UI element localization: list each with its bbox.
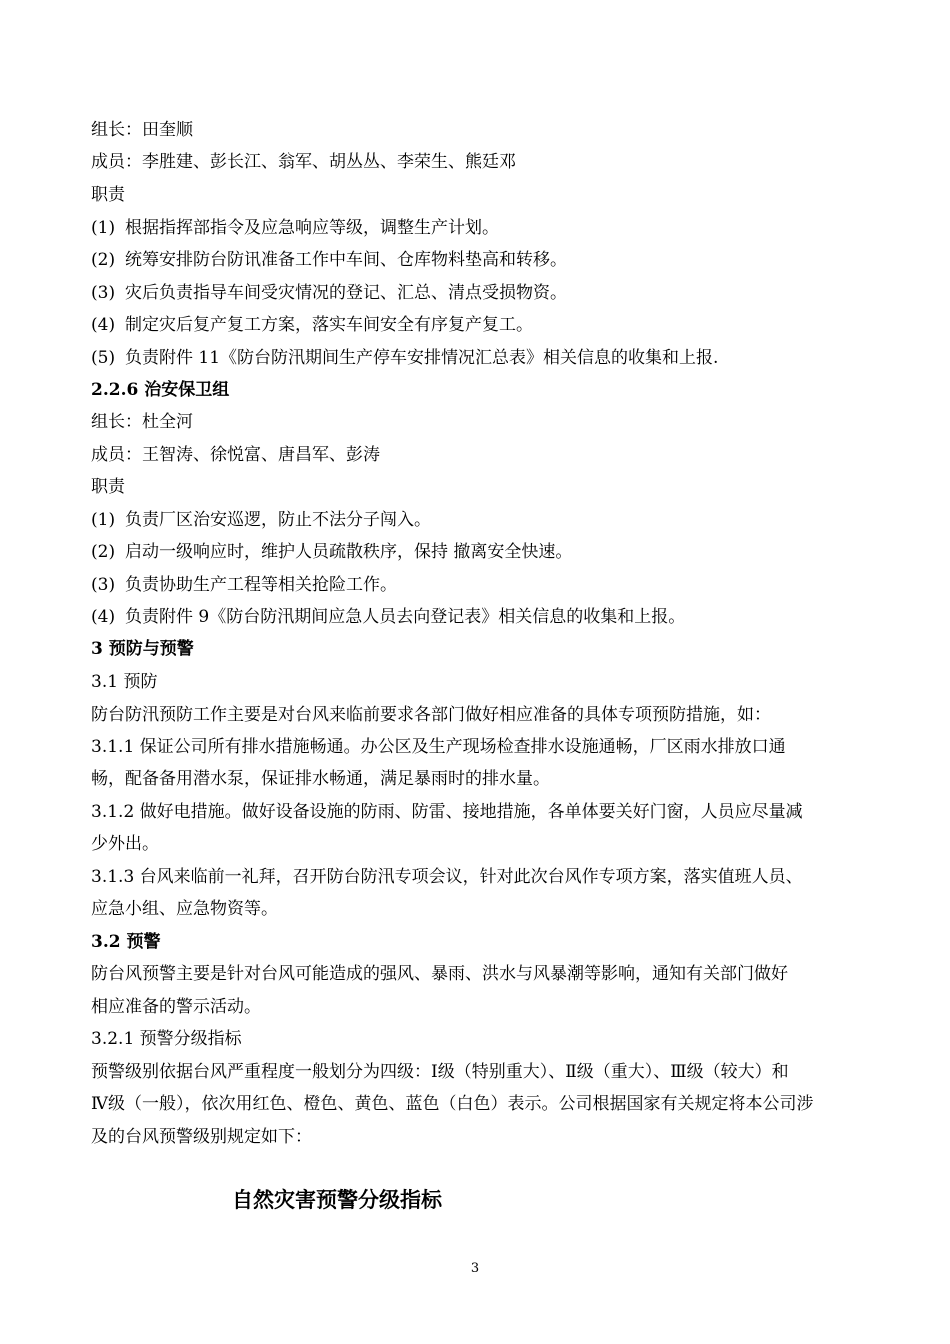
duty-number: (5) — [91, 348, 116, 368]
duty-item — [91, 574, 871, 596]
duty-text: 负责附件 9《防台防汛期间应急人员去向登记表》相关信息的收集和上报。 — [125, 607, 686, 627]
leader-line: 组长：田奎顺 — [91, 120, 193, 140]
paragraph-intro: 防台防汛预防工作主要是对台风来临前要求各部门做好相应准备的具体专项预防措施，如： — [91, 705, 771, 725]
duty-item — [91, 606, 871, 628]
duty-item — [91, 282, 871, 304]
paragraph-3-1-2-line: 3.1.2 做好电措施。做好设备设施的防雨、防雷、接地措施，各单体要关好门窗，人员应尽量减 — [91, 802, 803, 822]
duty-text: 负责附件 11《防台防汛期间生产停车安排情况汇总表》相关信息的收集和上报. — [125, 348, 719, 368]
paragraph-3-2-line: 相应准备的警示活动。 — [91, 997, 261, 1017]
duty-text: 制定灾后复产复工方案，落实车间安全有序复产复工。 — [125, 315, 533, 335]
section-heading-2-2-6: 2.2.6 治安保卫组 — [91, 380, 230, 400]
paragraph-3-1-1-line: 3.1.1 保证公司所有排水措施畅通。办公区及生产现场检查排水设施通畅，厂区雨水排放口通 — [91, 737, 786, 757]
duty-text: 启动一级响应时，维护人员疏散秩序，保持 撤离安全快速。 — [125, 542, 573, 562]
members-line: 成员：王智涛、徐悦富、唐昌军、彭涛 — [91, 445, 380, 465]
paragraph-3-1-3-line: 3.1.3 台风来临前一礼拜，召开防台防汛专项会议，针对此次台风作专项方案，落实值班人员、 — [91, 867, 803, 887]
duty-number: (4) — [91, 607, 116, 627]
paragraph-3-1-2-line: 少外出。 — [91, 834, 159, 854]
duty-text: 统筹安排防台防讯准备工作中车间、仓库物料垫高和转移。 — [125, 250, 567, 270]
duty-number: (2) — [91, 542, 116, 562]
duty-number: (1) — [91, 510, 116, 530]
paragraph-3-2-1-line: 预警级别依据台风严重程度一般划分为四级：Ⅰ级（特别重大）、Ⅱ级（重大）、Ⅲ级（较大）和 — [91, 1062, 789, 1082]
duty-item — [91, 541, 871, 563]
paragraph-3-1-3-line: 应急小组、应急物资等。 — [91, 899, 278, 919]
duty-number: (2) — [91, 250, 116, 270]
duty-number: (3) — [91, 283, 116, 303]
page-number: 3 — [470, 1261, 480, 1276]
duty-item — [91, 217, 871, 239]
duty-item — [91, 347, 871, 369]
subheading-3-2: 3.2 预警 — [91, 932, 161, 952]
paragraph-3-2-line: 防台风预警主要是针对台风可能造成的强风、暴雨、洪水与风暴潮等影响，通知有关部门做好 — [91, 964, 788, 984]
duty-text: 负责协助生产工程等相关抢险工作。 — [125, 575, 397, 595]
duties-label: 职责 — [91, 477, 125, 497]
leader-line: 组长：杜全河 — [91, 412, 193, 432]
table-caption: 自然灾害预警分级指标 — [232, 1188, 442, 1212]
duty-item — [91, 509, 871, 531]
duty-item — [91, 314, 871, 336]
subheading-3-2-1: 3.2.1 预警分级指标 — [91, 1029, 242, 1049]
duty-text: 负责厂区治安巡逻，防止不法分子闯入。 — [125, 510, 431, 530]
duty-text: 根据指挥部指令及应急响应等级，调整生产计划。 — [125, 218, 499, 238]
duty-item — [91, 249, 871, 271]
members-line: 成员：李胜建、彭长江、翁军、胡丛丛、李荣生、熊廷邓 — [91, 152, 516, 172]
paragraph-3-1-1-line: 畅，配备备用潜水泵，保证排水畅通，满足暴雨时的排水量。 — [91, 769, 550, 789]
duty-number: (1) — [91, 218, 116, 238]
section-heading-3: 3 预防与预警 — [91, 639, 194, 659]
duties-label: 职责 — [91, 185, 125, 205]
subheading-3-1: 3.1 预防 — [91, 672, 158, 692]
duty-number: (3) — [91, 575, 116, 595]
duty-number: (4) — [91, 315, 116, 335]
paragraph-3-2-1-line: 及的台风预警级别规定如下： — [91, 1127, 312, 1147]
duty-text: 灾后负责指导车间受灾情况的登记、汇总、清点受损物资。 — [125, 283, 567, 303]
paragraph-3-2-1-line: Ⅳ级（一般），依次用红色、橙色、黄色、蓝色（白色）表示。公司根据国家有关规定将本公司涉 — [91, 1094, 814, 1114]
